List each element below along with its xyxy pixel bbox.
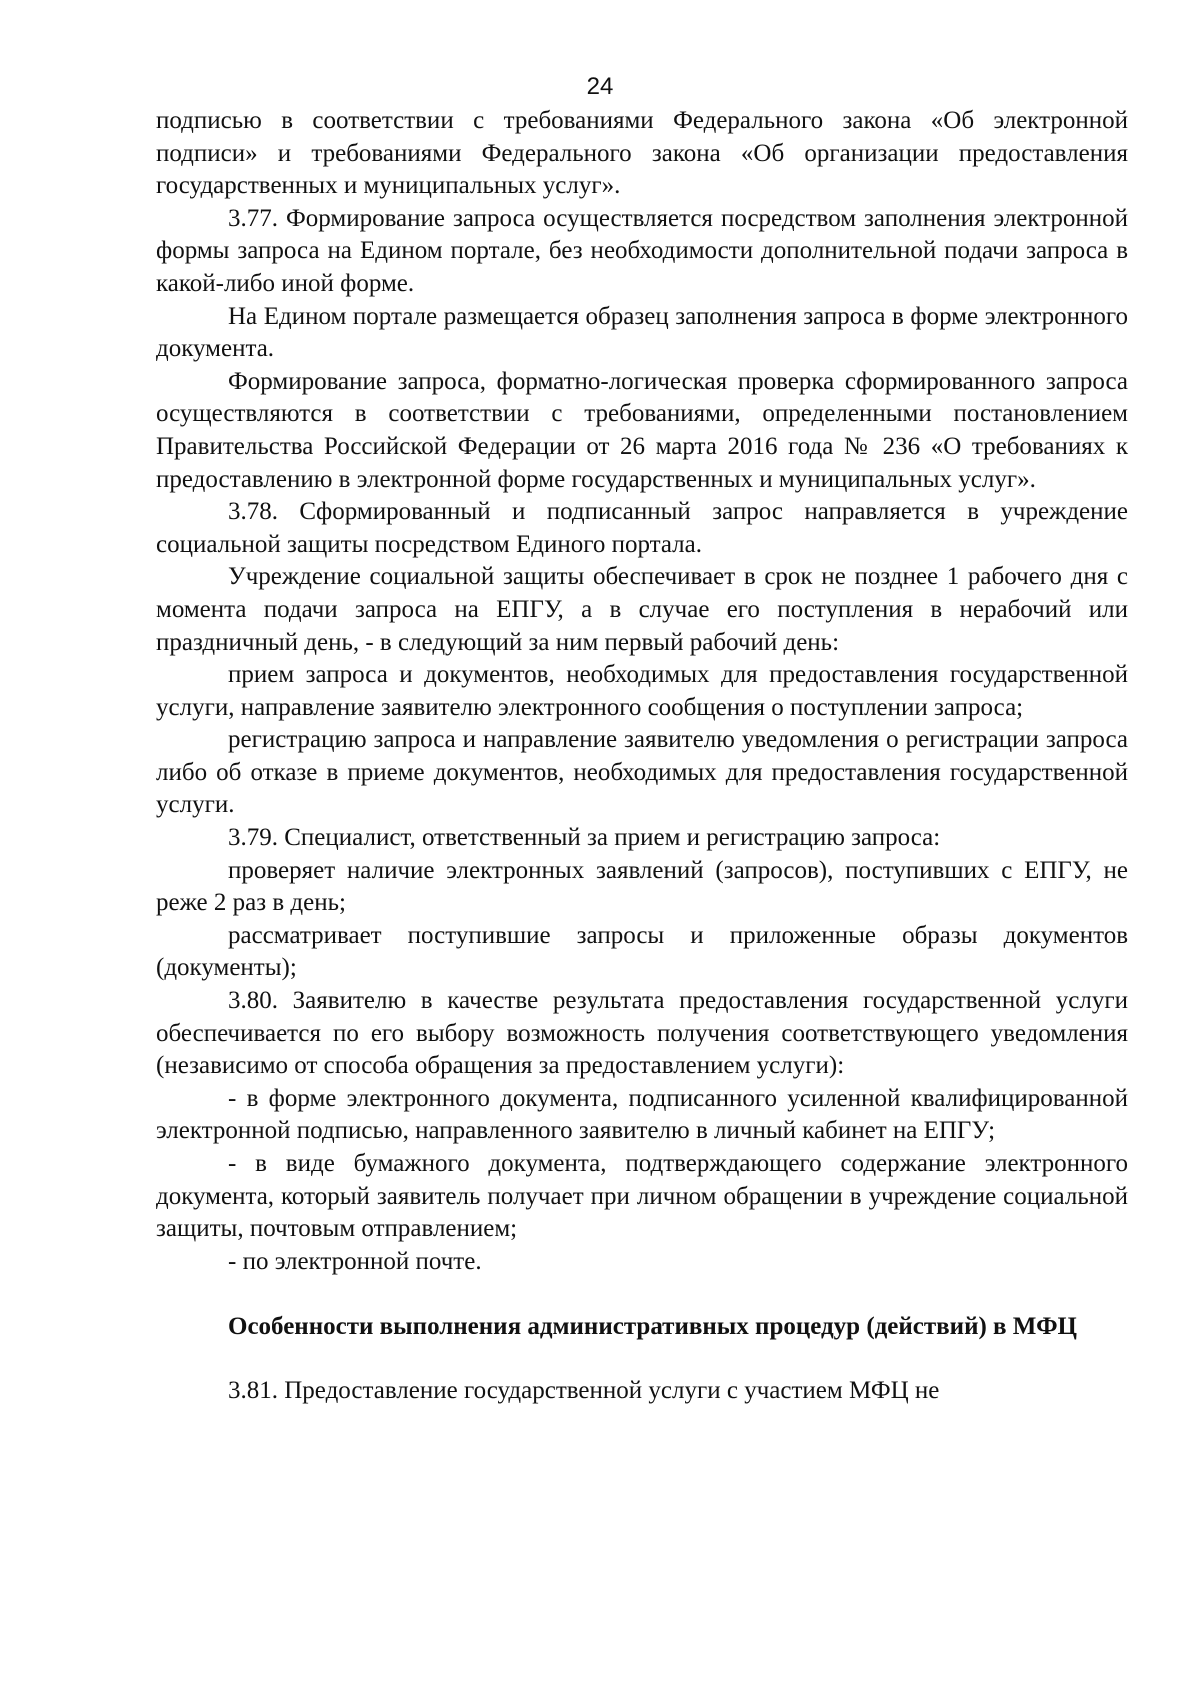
paragraphs-top xyxy=(156,105,1128,1278)
paragraph: На Едином портале размещается образец заполнения запроса в форме электронного документа. xyxy=(156,302,1128,363)
paragraph: прием запроса и документов, необходимых для предоставления государственной услуги, направление заявителю электронного сообщения о поступлении запроса; xyxy=(156,661,1128,721)
spacer xyxy=(156,1343,1128,1375)
paragraph: подписью в соответствии с требованиями Федерального закона «Об электронной подписи» и требованиями Федерального закона «Об организации предоставления государственных и муниципальных услуг». xyxy=(156,107,1128,200)
page-number: 24 xyxy=(586,73,614,100)
paragraph: - по электронной почте. xyxy=(228,1247,482,1275)
paragraph: - в виде бумажного документа, подтверждающего содержание электронного документа, который заявитель получает при личном обращении в учреждение социальной защиты, почтовым отправлением; xyxy=(156,1150,1128,1243)
paragraph: проверяет наличие электронных заявлений (запросов), поступивших с ЕПГУ, не реже 2 раз в день; xyxy=(156,856,1128,917)
document-body xyxy=(156,105,1128,1408)
paragraph: регистрацию запроса и направление заявителю уведомления о регистрации запроса либо об отказе в приеме документов, необходимых для предоставления государственной услуги. xyxy=(156,726,1128,819)
paragraph: рассматривает поступившие запросы и приложенные образы документов (документы); xyxy=(156,921,1128,982)
paragraph: - в форме электронного документа, подписанного усиленной квалифицированной электронной подписью, направленного заявителю в личный кабинет на ЕПГУ; xyxy=(156,1084,1128,1145)
paragraph: Формирование запроса, форматно-логическая проверка сформированного запроса осуществляются в соответствии с требованиями, определенными постановлением Правительства Российской Федерации от 26 марта 2016 года № 236 «О требованиях к предоставлению в электронной форме государственных и муниципальных услуг». xyxy=(156,367,1128,493)
paragraph: 3.78. Сформированный и подписанный запрос направляется в учреждение социальной защиты посредством Единого портала. xyxy=(156,498,1128,558)
paragraphs-bottom xyxy=(156,1375,1128,1408)
paragraph: Учреждение социальной защиты обеспечивает в срок не позднее 1 рабочего дня с момента подачи запроса на ЕПГУ, а в случае его поступления в нерабочий или праздничный день, - в следующий за ним первый рабочий день: xyxy=(156,563,1128,656)
paragraph: 3.77. Формирование запроса осуществляется посредством заполнения электронной формы запроса на Едином портале, без необходимости дополнительной подачи запроса в какой-либо иной форме. xyxy=(156,204,1128,297)
paragraph: 3.81. Предоставление государственной услуги с участием МФЦ не xyxy=(228,1377,940,1405)
paragraph: 3.79. Специалист, ответственный за прием и регистрацию запроса: xyxy=(228,824,941,852)
spacer xyxy=(156,1278,1128,1310)
paragraph: 3.80. Заявителю в качестве результата предоставления государственной услуги обеспечивается по его выбору возможность получения соответствующего уведомления (независимо от способа обращения за предоставлением услуги): xyxy=(156,987,1128,1080)
section-heading: Особенности выполнения административных процедур (действий) в МФЦ xyxy=(228,1313,1077,1341)
